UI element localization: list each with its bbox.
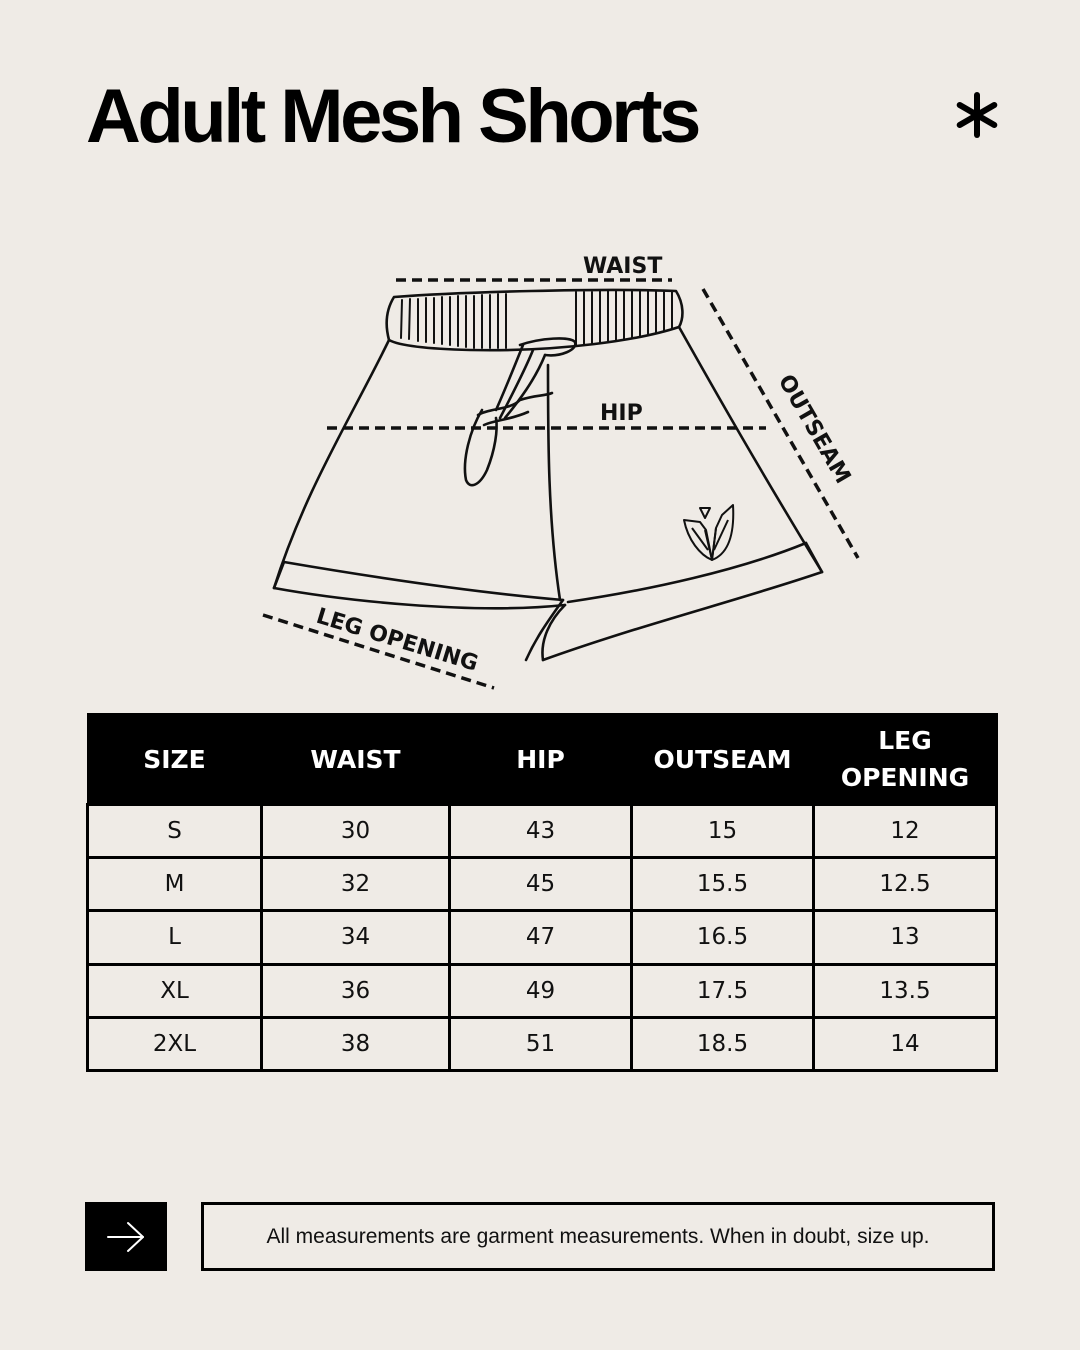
cell-hip: 43: [450, 805, 632, 858]
size-chart-table: [86, 713, 998, 1072]
table-row: [88, 805, 997, 858]
cell-waist: 38: [262, 1017, 450, 1070]
cell-leg-opening: 12.5: [814, 858, 997, 911]
cell-size: 2XL: [88, 1017, 262, 1070]
cell-outseam: 16.5: [632, 911, 814, 964]
leg-opening-label: LEG OPENING: [313, 603, 481, 677]
butterfly-logo-icon: [684, 505, 733, 560]
cell-hip: 47: [450, 911, 632, 964]
header-size: SIZE: [88, 714, 262, 805]
cell-leg-opening: 13.5: [814, 964, 997, 1017]
asterisk-icon: [954, 92, 1000, 138]
cell-outseam: 15: [632, 805, 814, 858]
cell-waist: 32: [262, 858, 450, 911]
shorts-drawing: [274, 290, 822, 660]
shorts-measurement-diagram: [250, 240, 870, 700]
measurement-note-text: All measurements are garment measurements. When in doubt, size up.: [266, 1224, 930, 1248]
cell-size: XL: [88, 964, 262, 1017]
waist-label: WAIST: [583, 254, 663, 279]
cell-size: L: [88, 911, 262, 964]
outseam-label: OUTSEAM: [772, 370, 856, 489]
arrow-right-icon: [105, 1220, 147, 1254]
cell-outseam: 17.5: [632, 964, 814, 1017]
cell-waist: 34: [262, 911, 450, 964]
table-header-row: [88, 714, 997, 805]
next-button[interactable]: [85, 1202, 167, 1271]
page-title: Adult Mesh Shorts: [86, 74, 698, 159]
cell-leg-opening: 12: [814, 805, 997, 858]
cell-size: S: [88, 805, 262, 858]
cell-leg-opening: 14: [814, 1017, 997, 1070]
table-row: [88, 1017, 997, 1070]
header-outseam: OUTSEAM: [632, 714, 814, 805]
table-row: [88, 911, 997, 964]
cell-outseam: 15.5: [632, 858, 814, 911]
cell-waist: 36: [262, 964, 450, 1017]
hip-label: HIP: [600, 401, 643, 426]
cell-outseam: 18.5: [632, 1017, 814, 1070]
cell-leg-opening: 13: [814, 911, 997, 964]
table-row: [88, 964, 997, 1017]
header-leg-opening: LEG OPENING: [814, 714, 997, 805]
cell-size: M: [88, 858, 262, 911]
cell-waist: 30: [262, 805, 450, 858]
cell-hip: 49: [450, 964, 632, 1017]
header-hip: HIP: [450, 714, 632, 805]
measurement-note: [201, 1202, 995, 1271]
header-waist: WAIST: [262, 714, 450, 805]
cell-hip: 45: [450, 858, 632, 911]
cell-hip: 51: [450, 1017, 632, 1070]
table-row: [88, 858, 997, 911]
